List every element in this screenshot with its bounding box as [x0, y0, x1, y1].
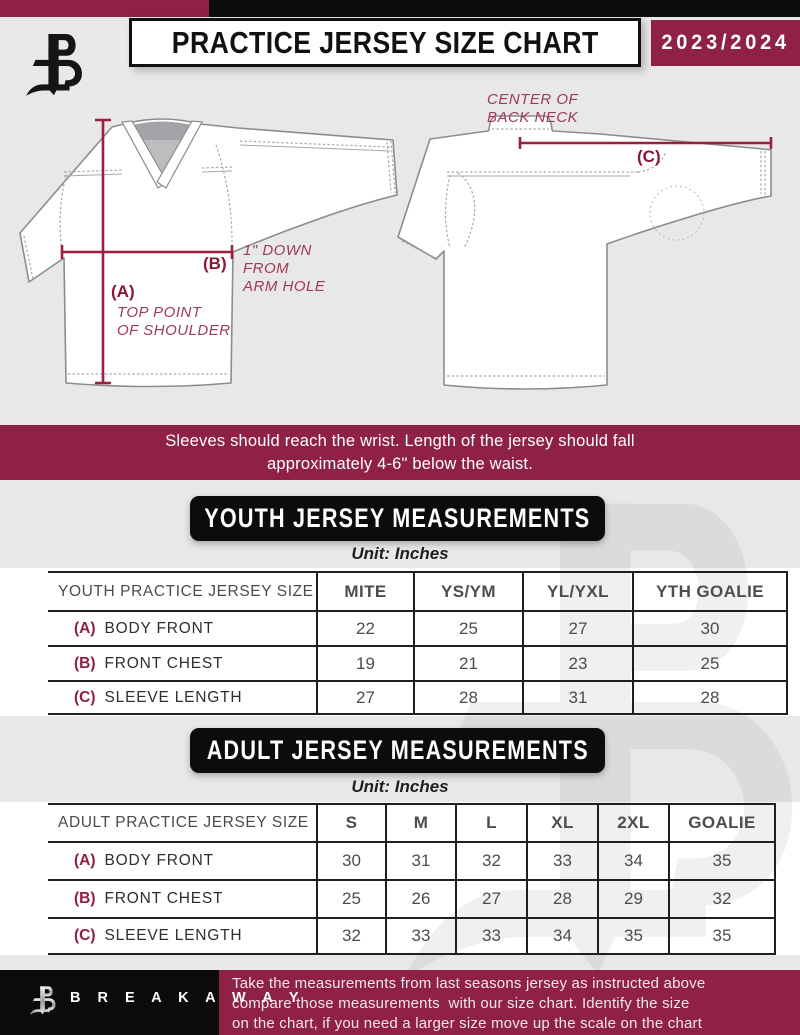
table-row-label — [48, 841, 316, 879]
table-cell: 29 — [597, 879, 668, 917]
label-c: (C) — [637, 147, 661, 166]
notice-line-2: approximately 4-6" below the waist. — [267, 454, 533, 473]
label-a: (A) — [111, 282, 135, 301]
table-cell: 32 — [316, 917, 385, 955]
youth-col-header: MITE — [316, 571, 413, 610]
label-b-desc-3: ARM HOLE — [243, 278, 326, 295]
top-strip-black — [209, 0, 800, 17]
table-row-label — [48, 610, 316, 645]
table-cell: 30 — [316, 841, 385, 879]
fit-notice-banner — [0, 425, 800, 480]
youth-col-header: YTH GOALIE — [632, 571, 788, 610]
row-name: BODY FRONT — [104, 852, 214, 869]
row-key: (A) — [74, 619, 96, 637]
footer-note-line: Take the measurements from last seasons jersey as instructed above — [232, 975, 706, 992]
jersey-measurement-diagram — [0, 85, 800, 425]
table-cell: 32 — [455, 841, 526, 879]
row-key: (B) — [74, 890, 96, 907]
footer-note-line: compare those measurements with our size chart. Identify the size — [232, 995, 690, 1012]
page-title: PRACTICE JERSEY SIZE CHART — [171, 24, 599, 60]
table-cell: 25 — [316, 879, 385, 917]
table-row-label — [48, 917, 316, 955]
adult-col-header: GOALIE — [668, 803, 776, 841]
adult-col-header: L — [455, 803, 526, 841]
youth-size-table — [48, 571, 788, 715]
table-cell: 27 — [522, 610, 632, 645]
adult-size-table — [48, 803, 776, 955]
table-cell: 34 — [526, 917, 597, 955]
table-cell: 28 — [632, 680, 788, 715]
youth-unit-label: Unit: Inches — [351, 544, 449, 563]
table-cell: 33 — [455, 917, 526, 955]
youth-col-header: YS/YM — [413, 571, 522, 610]
adult-col-header: XL — [526, 803, 597, 841]
row-name: BODY FRONT — [104, 619, 214, 637]
adult-section-title: ADULT JERSEY MEASUREMENTS — [206, 735, 589, 765]
table-cell: 33 — [526, 841, 597, 879]
top-strip-maroon — [0, 0, 209, 17]
table-cell: 31 — [522, 680, 632, 715]
adult-section-header — [190, 728, 605, 773]
footer-note-panel — [219, 970, 800, 1035]
label-c-desc-2: BACK NECK — [487, 109, 579, 126]
footer-note-line: on the chart, if you need a larger size move up the scale on the chart — [232, 1015, 703, 1032]
adult-unit-label: Unit: Inches — [351, 777, 449, 796]
table-row-label — [48, 645, 316, 680]
table-cell: 21 — [413, 645, 522, 680]
page-title-box — [129, 18, 641, 67]
season-label: 2023/2024 — [661, 31, 790, 54]
adult-col-header: S — [316, 803, 385, 841]
table-cell: 35 — [668, 841, 776, 879]
row-key: (C) — [74, 688, 96, 706]
youth-section-header — [190, 496, 605, 541]
table-cell: 35 — [668, 917, 776, 955]
youth-section-title: YOUTH JERSEY MEASUREMENTS — [204, 503, 591, 533]
table-cell: 26 — [385, 879, 455, 917]
table-cell: 33 — [385, 917, 455, 955]
row-key: (B) — [74, 654, 96, 672]
table-cell: 31 — [385, 841, 455, 879]
brand-wordmark: B R E A K A W A Y — [70, 990, 306, 1006]
row-key: (C) — [74, 927, 96, 944]
table-cell: 28 — [526, 879, 597, 917]
adult-table-corner-header: ADULT PRACTICE JERSEY SIZE — [48, 803, 316, 841]
notice-line-1: Sleeves should reach the wrist. Length of the jersey should fall — [165, 431, 635, 450]
youth-col-header: YL/YXL — [522, 571, 632, 610]
table-cell: 35 — [597, 917, 668, 955]
label-b-desc-2: FROM — [243, 260, 290, 277]
table-cell: 25 — [413, 610, 522, 645]
youth-table-corner-header: YOUTH PRACTICE JERSEY SIZE — [48, 571, 316, 610]
row-name: SLEEVE LENGTH — [104, 927, 243, 944]
table-row-label — [48, 879, 316, 917]
table-cell: 23 — [522, 645, 632, 680]
row-name: FRONT CHEST — [104, 890, 224, 907]
label-b: (B) — [203, 254, 227, 273]
adult-col-header: 2XL — [597, 803, 668, 841]
table-row-label — [48, 680, 316, 715]
row-name: FRONT CHEST — [104, 654, 224, 672]
table-cell: 28 — [413, 680, 522, 715]
back-jersey-drawing — [398, 116, 771, 389]
label-c-desc-1: CENTER OF — [487, 91, 579, 108]
adult-col-header: M — [385, 803, 455, 841]
row-key: (A) — [74, 852, 96, 869]
table-cell: 19 — [316, 645, 413, 680]
label-a-desc-2: OF SHOULDER — [117, 322, 231, 339]
table-cell: 34 — [597, 841, 668, 879]
breakaway-monogram-icon — [26, 26, 94, 106]
row-name: SLEEVE LENGTH — [104, 688, 243, 706]
table-cell: 22 — [316, 610, 413, 645]
label-a-desc-1: TOP POINT — [117, 304, 202, 321]
table-cell: 27 — [455, 879, 526, 917]
table-cell: 25 — [632, 645, 788, 680]
season-badge — [651, 20, 800, 66]
table-cell: 30 — [632, 610, 788, 645]
table-cell: 32 — [668, 879, 776, 917]
label-b-desc-1: 1" DOWN — [243, 242, 312, 259]
table-cell: 27 — [316, 680, 413, 715]
breakaway-footer-logo-icon — [30, 981, 61, 1021]
